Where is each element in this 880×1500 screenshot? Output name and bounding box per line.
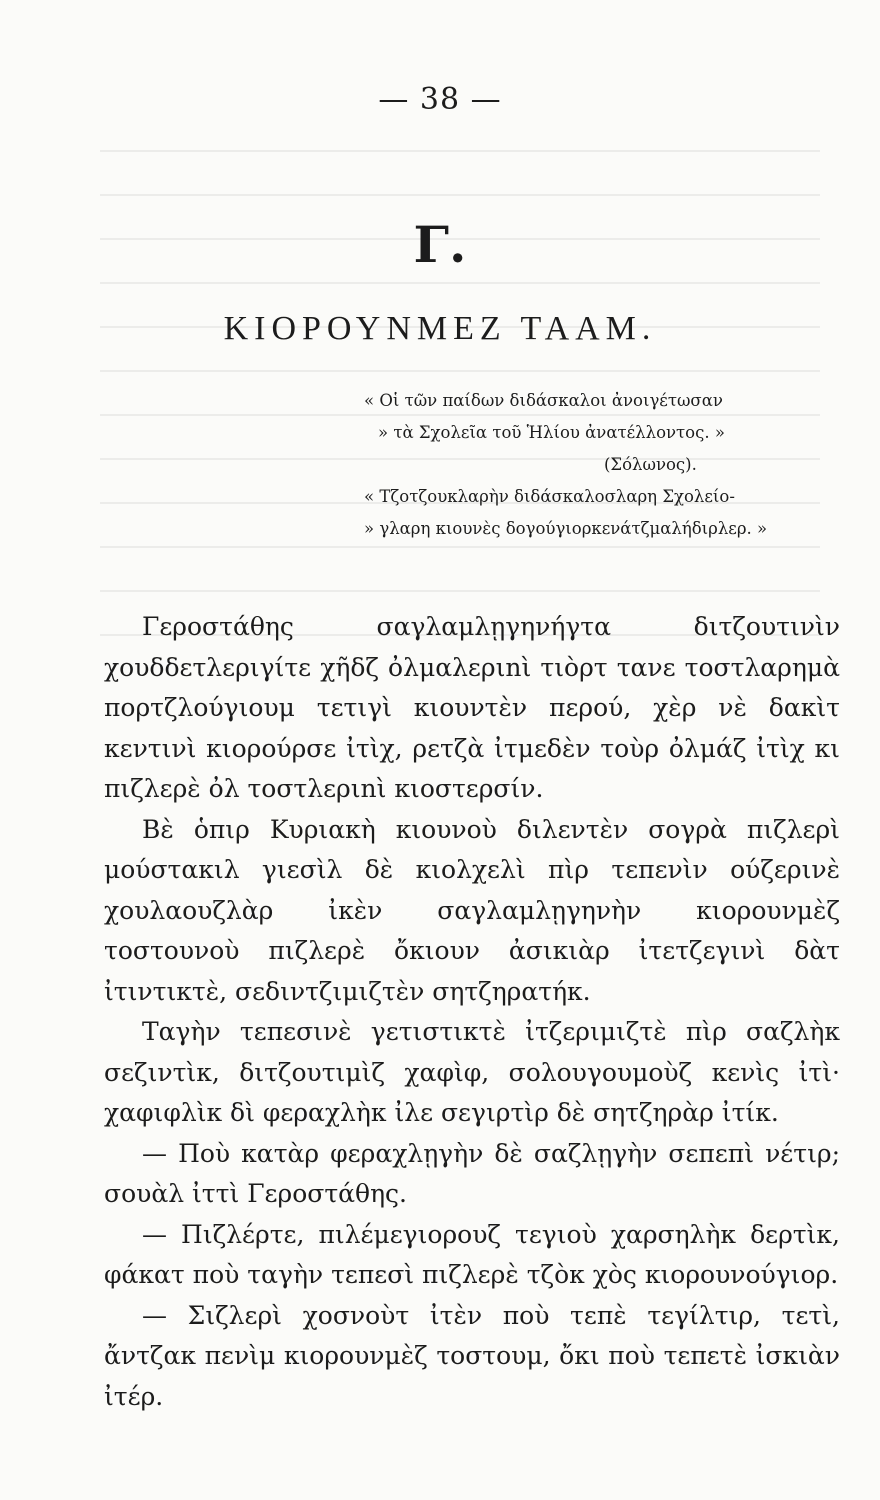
paragraph: Γεροστάθης σαγλαμλῃγηνήγτα διτζουτινὶν χουδδετλεριγίτε χῆδζ ὀλμαλεριnὶ τιὸρτ τανε τοστλαρημὰ πορτζλούγιουμ τετιγὶ κιουντὲν περού, χὲρ νὲ δακὶτ κεντινὶ κιορούρσε ἰτὶχ, ρετζὰ ἰτμεδὲν τοὺρ ὀλμάζ ἰτὶχ κι πιζλερὲ ὀλ τοστλεριnὶ κιοστερσίν.	[104, 612, 840, 803]
paragraph: Ταγὴν τεπεσινὲ γετιστικτὲ ἰτζεριμιζτὲ πὶρ σαζλὴκ σεζιντὶκ, διτζουτιμὶζ χαφὶφ, σολουγουμοὺζ κενὶς ἰτὶ· χαφιφλὶκ δὶ φεραχλὴκ ἰλε σεγιρτὶρ δὲ σητζηρὰρ ἰτίκ.	[104, 1017, 840, 1127]
epigraph-attribution: (Σόλωνος).	[604, 455, 697, 474]
dialogue-paragraph: — Ποὺ κατὰρ φεραχλῃγὴν δὲ σαζλῃγὴν σεπεπὶ νέτιρ; σουὰλ ἰττὶ Γεροστάθης.	[104, 1138, 840, 1208]
page-number: — 38 —	[378, 82, 502, 117]
epigraph-line: « Οἱ τῶν παίδων διδάσκαλοι ἀνοιγέτωσαν	[364, 391, 723, 410]
chapter-title: ΚΙΟΡΟΥΝΜΕΖ ΤΑΑΜ.	[223, 310, 657, 347]
epigraph	[364, 385, 834, 545]
section-letter: Γ.	[413, 215, 467, 274]
body-text	[104, 607, 840, 1417]
dialogue-paragraph: — Πιζλέρτε, πιλέμεγιορουζ τεγιοὺ χαρσηλὴκ δερτὶκ, φάκατ ποὺ ταγὴν τεπεσὶ πιζλερὲ τζὸκ χὸς κιορουνούγιορ.	[104, 1219, 840, 1289]
epigraph-line: « Τζοτζουκλαρὴν διδάσκαλοσλαρη Σχολείο-	[364, 487, 735, 506]
dialogue-paragraph: — Σιζλερὶ χοσνοὺτ ἰτὲν ποὺ τεπὲ τεγίλτιρ, τετὶ, ἄντζακ πενὶμ κιορουνμὲζ τοστουμ, ὄκι ποὺ τεπετὲ ἰσκιὰν ἰτέρ.	[104, 1300, 840, 1411]
paragraph: Βὲ ὁπιρ Κυριακὴ κιουνοὺ διλεντὲν σογρὰ πιζλερὶ μούστακιλ γιεσὶλ δὲ κιολχελὶ πὶρ τεπενὶν ούζερινὲ χουλαουζλὰρ ἰκὲν σαγλαμλῃγηνὴν κιορουνμὲζ τοστουνοὺ πιζλερὲ ὄκιουν ἀσικιὰρ ἰτετζεγινὶ δὰτ ἰτιντικτὲ, σεδιντζιμιζτὲν σητζηρατήκ.	[104, 814, 840, 1006]
epigraph-line: » τὰ Σχολεῖα τοῦ Ἡλίου ἀνατέλλοντος. »	[378, 423, 725, 442]
epigraph-line: » γλαρη κιουνὲς δογούγιορκενάτζμαλήδιρλερ. »	[364, 519, 768, 538]
